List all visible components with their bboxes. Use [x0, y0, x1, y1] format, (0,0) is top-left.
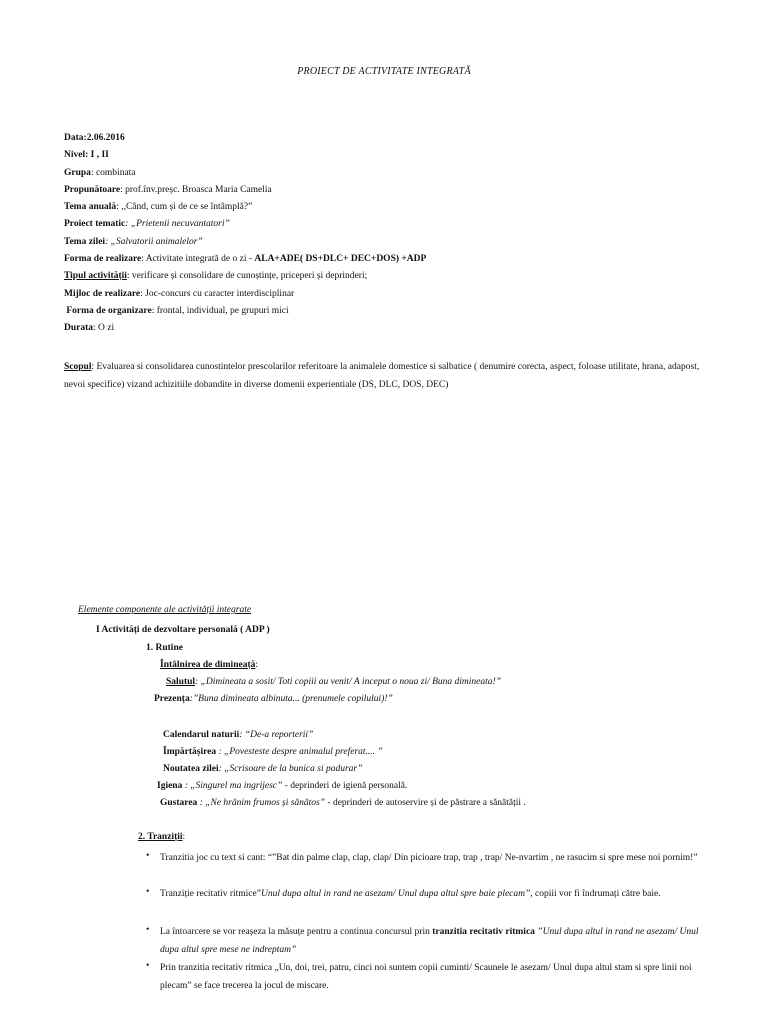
impartasirea-line: Împărtășirea : „Povesteste despre animalul preferat.... ”: [163, 747, 383, 757]
noutatea-line: Noutatea zilei: „Scrisoare de la bunica si padurar”: [163, 764, 363, 774]
page-title: PROIECT DE ACTIVITATE INTEGRATĂ: [297, 66, 471, 77]
header-block: [64, 133, 704, 341]
bullet-marker: •: [146, 851, 150, 861]
durata-row: Durata: O zi: [64, 323, 115, 334]
intalnirea-line: Întâlnirea de dimineață:: [160, 660, 258, 670]
salutul-line: Salutul: „Dimineata a sosit/ Toti copiii au venit/ A inceput o noua zi/ Buna dimineata!”: [166, 677, 501, 687]
bullet-marker: •: [146, 925, 150, 935]
elemente-title: Elemente componente ale activității integrate: [78, 605, 252, 615]
tranzitie-item: La întoarcere se vor reașeza la măsuțe pentru a continua concursul prin tranzitia recitativ ritmica ”Unul dupa altul in rand ne asezam/ Unul dupa altul spre mese ne indreptam”: [160, 927, 699, 955]
grupa-row: Grupa: combinata: [64, 167, 136, 178]
propunatoare-row: Propunătoare: prof.înv.preșc. Broasca Maria Camelia: [64, 184, 272, 195]
tipul-activitatii-row: Tipul activității: verificare și consolidare de cunoștințe, priceperi și deprinderi;: [64, 271, 368, 282]
tranzitie-item: Tranziție recitativ ritmice”Unul dupa altul in rand ne asezam/ Unul dupa altul spre baie plecam”, copiii vor fi îndrumați către baie.: [160, 889, 661, 899]
tema-anuala-row: Tema anuală: ,,Când, cum și de ce se întâmplă?”: [64, 202, 253, 213]
bullet-marker: •: [146, 887, 150, 897]
forma-organizare-row: Forma de organizare: frontal, individual, pe grupuri mici: [66, 305, 289, 316]
scopul-paragraph: Scopul: Evaluarea si consolidarea cunostintelor prescolarilor referitoare la animalele domestice si salbatice ( denumire corecta, aspect, foloase utilitate, hrana, adapost, nevoi specifice) vizand achizitiile dobandite in diverse domenii experientiale (DS, DLC, DOS, DEC): [64, 362, 700, 390]
tranzitie-item: Tranzitia joc cu text si cant: “”Bat din palme clap, clap, clap/ Din picioare trap, trap , trap/ Ne-nvartim , ne rasucim si spre mese noi pornim!”: [160, 853, 698, 863]
mijloc-realizare-row: Mijloc de realizare: Joc-concurs cu caracter interdisciplinar: [64, 288, 295, 299]
calendar-line: Calendarul naturii: “De-a reporterii”: [163, 730, 314, 740]
tranzitie-item: Prin tranzitia recitativ ritmica „Un, doi, trei, patru, cinci noi suntem copii cuminti/ Scaunele le asezam/ Unul dupa altul stam si spre linii noi plecam” se face trecerea la jocul de miscare.: [160, 963, 692, 991]
gustarea-line: Gustarea : „Ne hrănim frumos și sănătos” - deprinderi de autoservire și de păstrare a sănătății .: [160, 798, 526, 808]
tranzitii-heading: 2. Tranziții:: [138, 832, 186, 842]
forma-realizare-row: Forma de realizare: Activitate integrată de o zi - ALA+ADE( DS+DLC+ DEC+DOS) +ADP: [64, 254, 427, 265]
proiect-tematic-row: Proiect tematic: „Prietenii necuvantatori”: [64, 219, 230, 230]
rutine-heading: 1. Rutine: [146, 643, 183, 653]
section-adp-heading: I Activități de dezvoltare personală ( ADP ): [96, 625, 270, 635]
data-row: Data:2.06.2016: [64, 133, 125, 143]
igiena-line: Igiena : „Singurel ma ingrijesc” - deprinderi de igienă personală.: [157, 781, 408, 791]
bullet-marker: •: [146, 961, 150, 971]
tema-zilei-row: Tema zilei: „Salvatorii animalelor”: [64, 236, 203, 247]
prezenta-line: Prezența:”Buna dimineata albinuta... (prenumele copilului)!”: [154, 694, 393, 704]
nivel-row: Nivel: I , II: [64, 150, 109, 161]
